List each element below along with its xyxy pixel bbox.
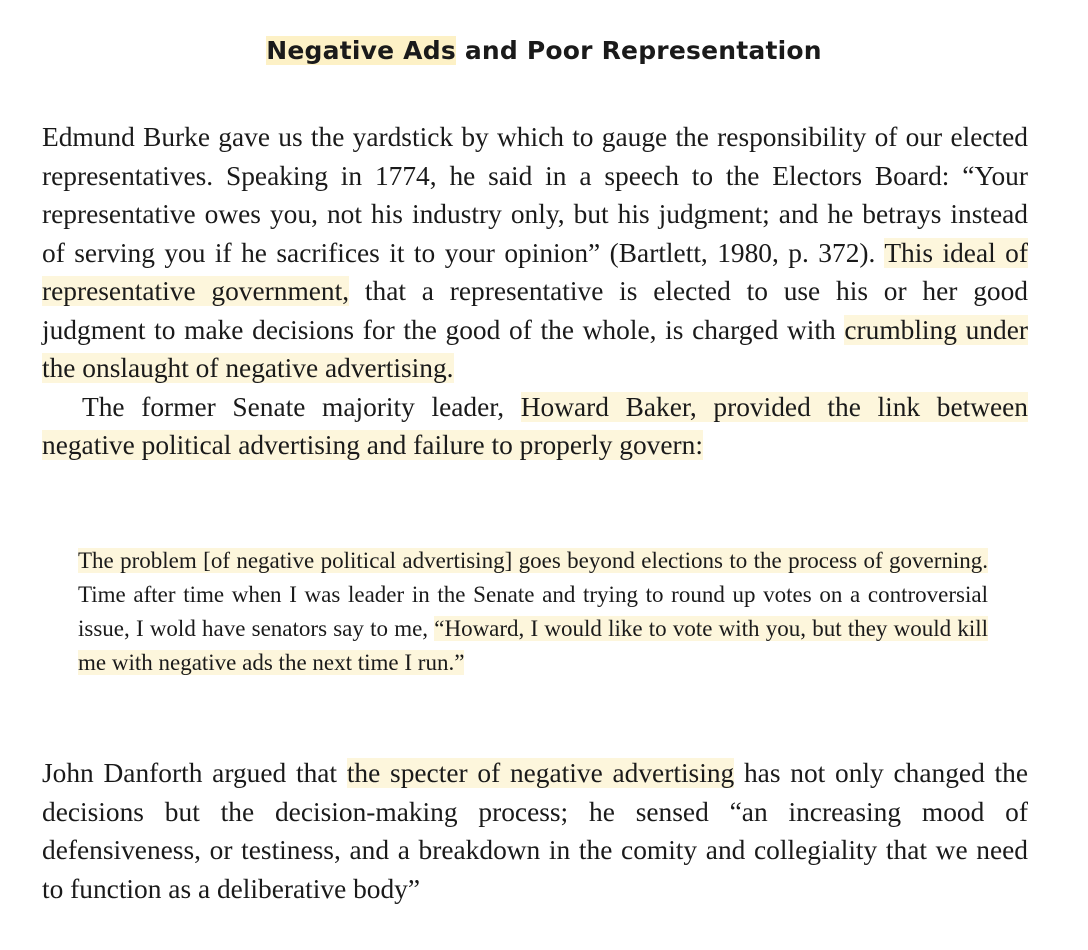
paragraph-burke: [42, 118, 1028, 388]
paragraph-danforth-text-2: has not only changed the decisions but the decision-making process; he sensed “an increasing mood of defensiveness, or testiness, and a breakdown in the comity and collegiality that we need to function as a deliberative body”: [42, 758, 1028, 904]
highlight-ideal-government: This ideal of representative government,: [42, 237, 1028, 306]
paragraph-burke-text: Edmund Burke gave us the yardstick by which to gauge the responsibility of our elected representatives. Speaking in 1774, he said in a speech to the Electors Board: “Your representative owes you, not his industry only, but his judgment; and he betrays instead of serving you if he sacrifices it to your opinion” (Bartlett, 1980, p. 372).: [42, 122, 1028, 268]
highlight-howard-quote: “Howard, I would like to vote with you, but they would kill me with negative ads the next time I run.”: [78, 616, 989, 675]
paragraph-burke-text-2: that a representative is elected to use his or her good judgment to make decisions for the good of the whole, is charged with: [42, 276, 1028, 345]
quote-text: Time after time when I was leader in the Senate and trying to round up votes on a controversial issue, I wold have senators say to me,: [78, 582, 988, 641]
block-quote: [78, 544, 988, 680]
paragraph-baker: [42, 388, 1028, 465]
highlight-problem: The problem [of negative political advertising] goes beyond elections to the process of governing.: [78, 548, 988, 573]
paragraph-danforth-text: John Danforth argued that: [42, 758, 347, 788]
body-text-top: [42, 118, 1028, 465]
paragraph-danforth: [42, 754, 1028, 908]
highlight-baker-link: Howard Baker, provided the link between negative political advertising and failure to properly govern:: [42, 391, 1028, 460]
paragraph-baker-text: The former Senate majority leader,: [82, 391, 521, 422]
title-rest: and Poor Representation: [455, 36, 822, 65]
highlight-specter: the specter of negative advertising: [346, 758, 735, 788]
highlight-crumbling: crumbling under the onslaught of negative advertising.: [42, 314, 1028, 383]
title-highlight: Negative Ads: [266, 36, 456, 65]
quote-paragraph: [78, 544, 988, 680]
section-title: [0, 36, 1088, 65]
body-text-bottom: [42, 754, 1028, 908]
